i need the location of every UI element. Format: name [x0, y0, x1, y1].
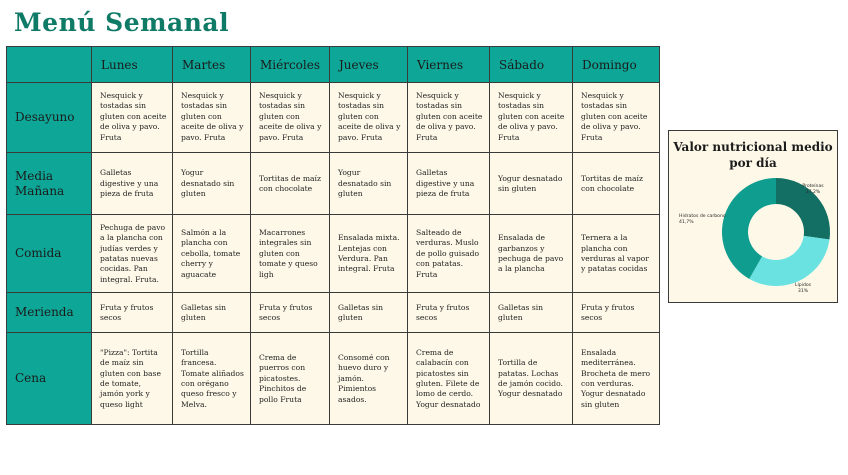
meal-cell: Fruta y frutos secos [408, 293, 490, 333]
meal-cell: Fruta y frutos secos [251, 293, 330, 333]
meal-cell: Galletas sin gluten [330, 293, 408, 333]
meal-cell: Crema de puerros con picatostes. Pinchitos de pollo Fruta [251, 333, 330, 425]
meal-cell: Ensalada de garbanzos y pechuga de pavo a la plancha [490, 215, 573, 293]
meal-cell: Galletas digestive y una pieza de fruta [408, 153, 490, 215]
meal-cell: Tortilla francesa. Tomate aliñados con orégano queso fresco y Melva. [173, 333, 251, 425]
meal-cell: Yogur desnatado sin gluten [330, 153, 408, 215]
day-header: Lunes [92, 47, 173, 83]
meal-cell: Nesquick y tostadas sin gluten con aceite de oliva y pavo. Fruta [490, 83, 573, 153]
meal-cell: Fruta y frutos secos [573, 293, 660, 333]
meal-cell: Ensalada mediterránea. Brocheta de mero con verduras. Yogur desnatado sin gluten [573, 333, 660, 425]
meal-cell: Galletas sin gluten [490, 293, 573, 333]
donut-slice [749, 236, 829, 286]
meal-cell: Consomé con huevo duro y jamón. Pimientos asados. [330, 333, 408, 425]
meal-label: Media Mañana [7, 153, 92, 215]
meal-row [7, 215, 660, 293]
meal-cell: Nesquick y tostadas sin gluten con aceite de oliva y pavo. Fruta [573, 83, 660, 153]
meal-label: Comida [7, 215, 92, 293]
meal-cell: Tortilla de patatas. Lochas de jamón cocido. Yogur desnatado [490, 333, 573, 425]
meal-cell: Yogur desnatado sin gluten [173, 153, 251, 215]
meal-cell: Nesquick y tostadas sin gluten con aceite de oliva y pavo. Fruta [173, 83, 251, 153]
meal-cell: Nesquick y tostadas sin gluten con aceite de oliva y pavo. Fruta [408, 83, 490, 153]
meal-label: Desayuno [7, 83, 92, 153]
chart-title: Valor nutricional medio por día [673, 140, 833, 170]
day-header: Domingo [573, 47, 660, 83]
weekly-menu-table [6, 46, 660, 425]
meal-cell: Fruta y frutos secos [92, 293, 173, 333]
meal-cell: Pechuga de pavo a la plancha con judías verdes y patatas nuevas cocidas. Pan integral. Fruta. [92, 215, 173, 293]
meal-label: Cena [7, 333, 92, 425]
meal-row [7, 293, 660, 333]
page-title: Menú Semanal [14, 8, 230, 37]
meal-cell: Tortitas de maíz con chocolate [573, 153, 660, 215]
meal-cell: Salmón a la plancha con cebolla, tomate cherry y aguacate [173, 215, 251, 293]
meal-cell: Salteado de verduras. Muslo de pollo guisado con patatas. Fruta [408, 215, 490, 293]
day-header: Martes [173, 47, 251, 83]
meal-cell: Tortitas de maíz con chocolate [251, 153, 330, 215]
day-header: Miércoles [251, 47, 330, 83]
meal-cell: Yogur desnatado sin gluten [490, 153, 573, 215]
meal-cell: Nesquick y tostadas sin gluten con aceite de oliva y pavo. Fruta [251, 83, 330, 153]
meal-row [7, 153, 660, 215]
meal-cell: Crema de calabacín con picatostes sin gluten. Filete de lomo de cerdo. Yogur desnatado [408, 333, 490, 425]
meal-cell: Galletas digestive y una pieza de fruta [92, 153, 173, 215]
meal-row [7, 83, 660, 153]
nutrition-donut-chart [669, 131, 839, 304]
slice-label: Lípidos [794, 283, 812, 288]
meal-cell: Ensalada mixta. Lentejas con Verdura. Pan integral. Fruta [330, 215, 408, 293]
header-corner-cell [7, 47, 92, 83]
day-header: Jueves [330, 47, 408, 83]
meal-cell: Ternera a la plancha con verduras al vapor y patatas cocidas [573, 215, 660, 293]
slice-value-label: 31% [797, 289, 809, 294]
meal-cell: Nesquick y tostadas sin gluten con aceite de oliva y pavo. Fruta [92, 83, 173, 153]
meal-cell: Galletas sin gluten [173, 293, 251, 333]
header-row [7, 47, 660, 83]
meal-cell: Nesquick y tostadas sin gluten con aceite de oliva y pavo. Fruta [330, 83, 408, 153]
meal-cell: Macarrones integrales sin gluten con tomate y queso ligh [251, 215, 330, 293]
meal-label: Merienda [7, 293, 92, 333]
slice-value-label: 41,7% [679, 220, 694, 225]
day-header: Viernes [408, 47, 490, 83]
meal-cell: "Pizza": Tortita de maíz sin gluten con base de tomate, jamón york y queso light [92, 333, 173, 425]
slice-value-label: 27,2% [805, 190, 821, 195]
day-header: Sábado [490, 47, 573, 83]
nutrition-card [668, 130, 838, 303]
slice-label: Proteínas [802, 184, 824, 189]
slice-label: Hidratos de carbono [679, 214, 726, 219]
meal-row [7, 333, 660, 425]
